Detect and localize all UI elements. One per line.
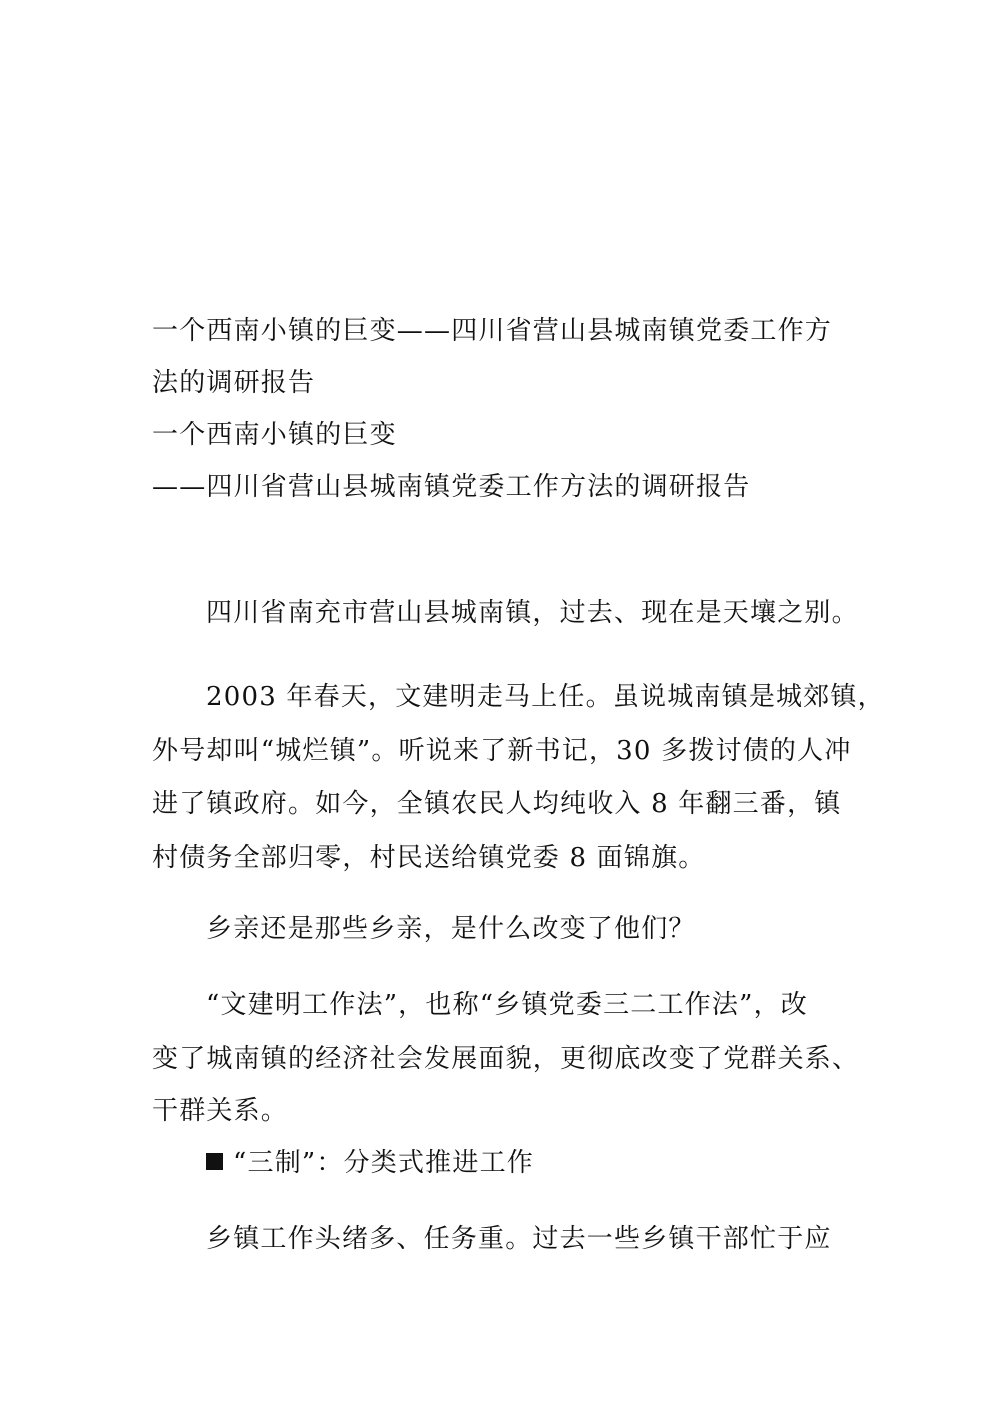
section-heading [206,1146,534,1180]
paragraph-4-line-2: 变了城南镇的经济社会发展面貌，更彻底改变了党群关系、 [152,1044,860,1074]
paragraph-5: 乡镇工作头绪多、任务重。过去一些乡镇干部忙于应 [206,1224,832,1254]
square-bullet-icon [206,1153,223,1170]
section-heading-text: “三制”：分类式推进工作 [233,1148,534,1178]
full-title-line-1: 一个西南小镇的巨变——四川省营山县城南镇党委工作方 [152,316,833,346]
paragraph-2-line-4: 村债务全部归零，村民送给镇党委 8 面锦旗。 [152,843,706,873]
paragraph-4-line-3: 干群关系。 [152,1096,289,1126]
paragraph-3: 乡亲还是那些乡亲，是什么改变了他们？ [206,914,696,944]
main-title: 一个西南小镇的巨变 [152,420,397,450]
paragraph-2-line-3: 进了镇政府。如今，全镇农民人均纯收入 8 年翻三番，镇 [152,789,842,819]
paragraph-4-line-1: “文建明工作法”，也称“乡镇党委三二工作法”，改 [206,990,808,1020]
paragraph-1: 四川省南充市营山县城南镇，过去、现在是天壤之别。 [206,598,859,628]
full-title-line-2: 法的调研报告 [152,368,316,398]
paragraph-2-line-1: 2003 年春天，文建明走马上任。虽说城南镇是城郊镇， [206,682,885,712]
subtitle: ——四川省营山县城南镇党委工作方法的调研报告 [152,472,751,502]
paragraph-2-line-2: 外号却叫“城烂镇”。听说来了新书记，30 多拨讨债的人冲 [152,736,852,766]
